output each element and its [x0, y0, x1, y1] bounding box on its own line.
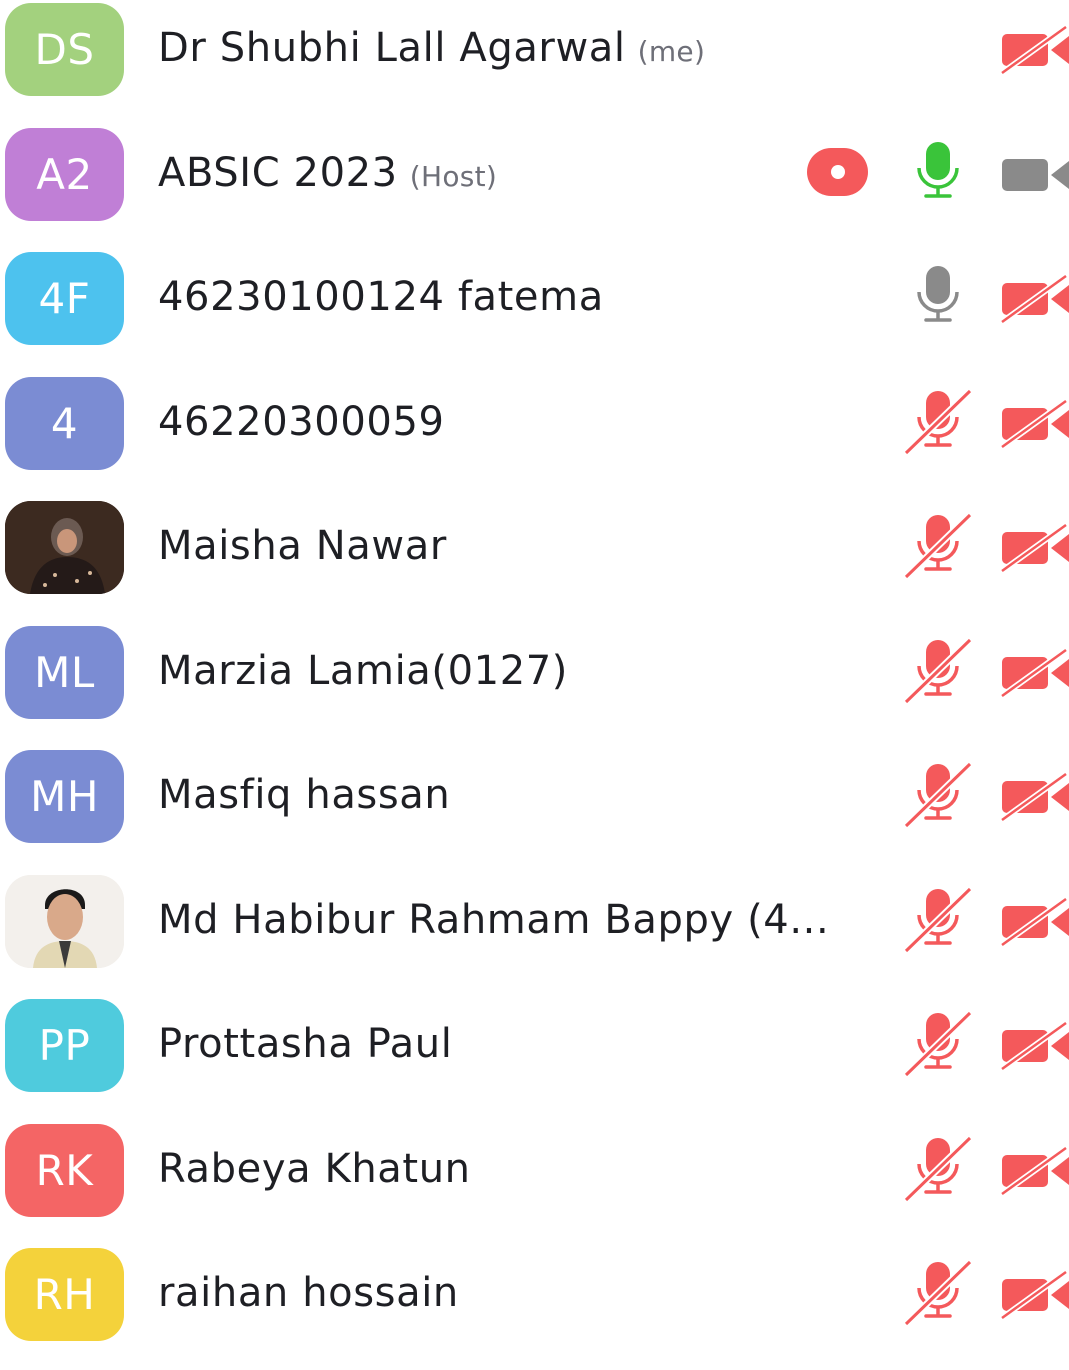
mic-muted-icon[interactable] [902, 387, 974, 457]
participant-name [158, 150, 497, 196]
mic-muted-icon[interactable] [902, 1258, 974, 1328]
camera-off-icon[interactable] [1000, 772, 1069, 822]
camera-off-icon[interactable] [1000, 523, 1069, 573]
participant-row[interactable] [0, 250, 1069, 374]
participant-name-text: ABSIC 2023 [158, 149, 398, 196]
participant-name [158, 274, 604, 320]
participant-row[interactable] [0, 624, 1069, 748]
participant-row[interactable] [0, 499, 1069, 623]
recording-icon [807, 148, 868, 196]
participant-role-tag: (Host) [409, 159, 498, 193]
avatar: A2 [5, 128, 124, 221]
mic-active-icon[interactable] [902, 138, 974, 208]
participant-name [158, 772, 450, 818]
participant-name [158, 523, 447, 569]
avatar-photo [5, 501, 124, 594]
participant-name-text: Rabeya Khatun [158, 1145, 471, 1192]
participant-role-tag: (me) [637, 35, 706, 68]
mic-muted-icon[interactable] [902, 636, 974, 706]
camera-off-icon[interactable] [1000, 1146, 1069, 1196]
mic-muted-icon[interactable] [902, 511, 974, 581]
participant-name [158, 1146, 471, 1192]
camera-off-icon[interactable] [1000, 1021, 1069, 1071]
participant-row[interactable] [0, 126, 1069, 250]
camera-off-icon[interactable] [1000, 648, 1069, 698]
participant-name [158, 897, 829, 943]
participant-name [158, 25, 705, 71]
avatar: MH [5, 750, 124, 843]
avatar: 4F [5, 252, 124, 345]
avatar: 4 [5, 377, 124, 470]
participant-name [158, 1270, 459, 1316]
avatar-photo [5, 875, 124, 968]
mic-icon[interactable] [902, 262, 974, 332]
participant-name-text: 46220300059 [158, 398, 445, 445]
participant-name-text: 46230100124 fatema [158, 274, 604, 320]
participant-name-text: Dr Shubhi Lall Agarwal [158, 25, 626, 71]
camera-off-icon[interactable] [1000, 25, 1069, 75]
participant-row[interactable] [0, 1122, 1069, 1246]
camera-on-icon[interactable] [1000, 150, 1069, 200]
participant-name-text: Masfiq hassan [158, 772, 451, 818]
participant-row[interactable] [0, 997, 1069, 1121]
avatar: RK [5, 1124, 124, 1217]
participant-row[interactable] [0, 873, 1069, 997]
participant-row[interactable] [0, 375, 1069, 499]
mic-muted-icon[interactable] [902, 1134, 974, 1204]
participant-name [158, 1021, 452, 1067]
mic-muted-icon[interactable] [902, 885, 974, 955]
participant-name-text: Prottasha Paul [158, 1021, 453, 1067]
participant-row[interactable] [0, 1246, 1069, 1370]
participant-name-text: raihan hossain [158, 1270, 459, 1316]
participant-name-text: Marzia Lamia(0127) [158, 647, 568, 694]
camera-off-icon[interactable] [1000, 1270, 1069, 1320]
camera-off-icon[interactable] [1000, 274, 1069, 324]
avatar: RH [5, 1248, 124, 1341]
mic-muted-icon[interactable] [902, 1009, 974, 1079]
participant-name-text: Md Habibur Rahmam Bappy (4... [158, 896, 830, 943]
participant-row[interactable] [0, 748, 1069, 872]
participant-row[interactable] [0, 1, 1069, 125]
avatar: DS [5, 3, 124, 96]
camera-off-icon[interactable] [1000, 897, 1069, 947]
recording-dot [831, 165, 845, 179]
avatar: ML [5, 626, 124, 719]
participant-name-text: Maisha Nawar [158, 523, 447, 569]
participant-name [158, 399, 445, 445]
mic-muted-icon[interactable] [902, 760, 974, 830]
participant-name [158, 648, 568, 694]
avatar: PP [5, 999, 124, 1092]
camera-off-icon[interactable] [1000, 399, 1069, 449]
